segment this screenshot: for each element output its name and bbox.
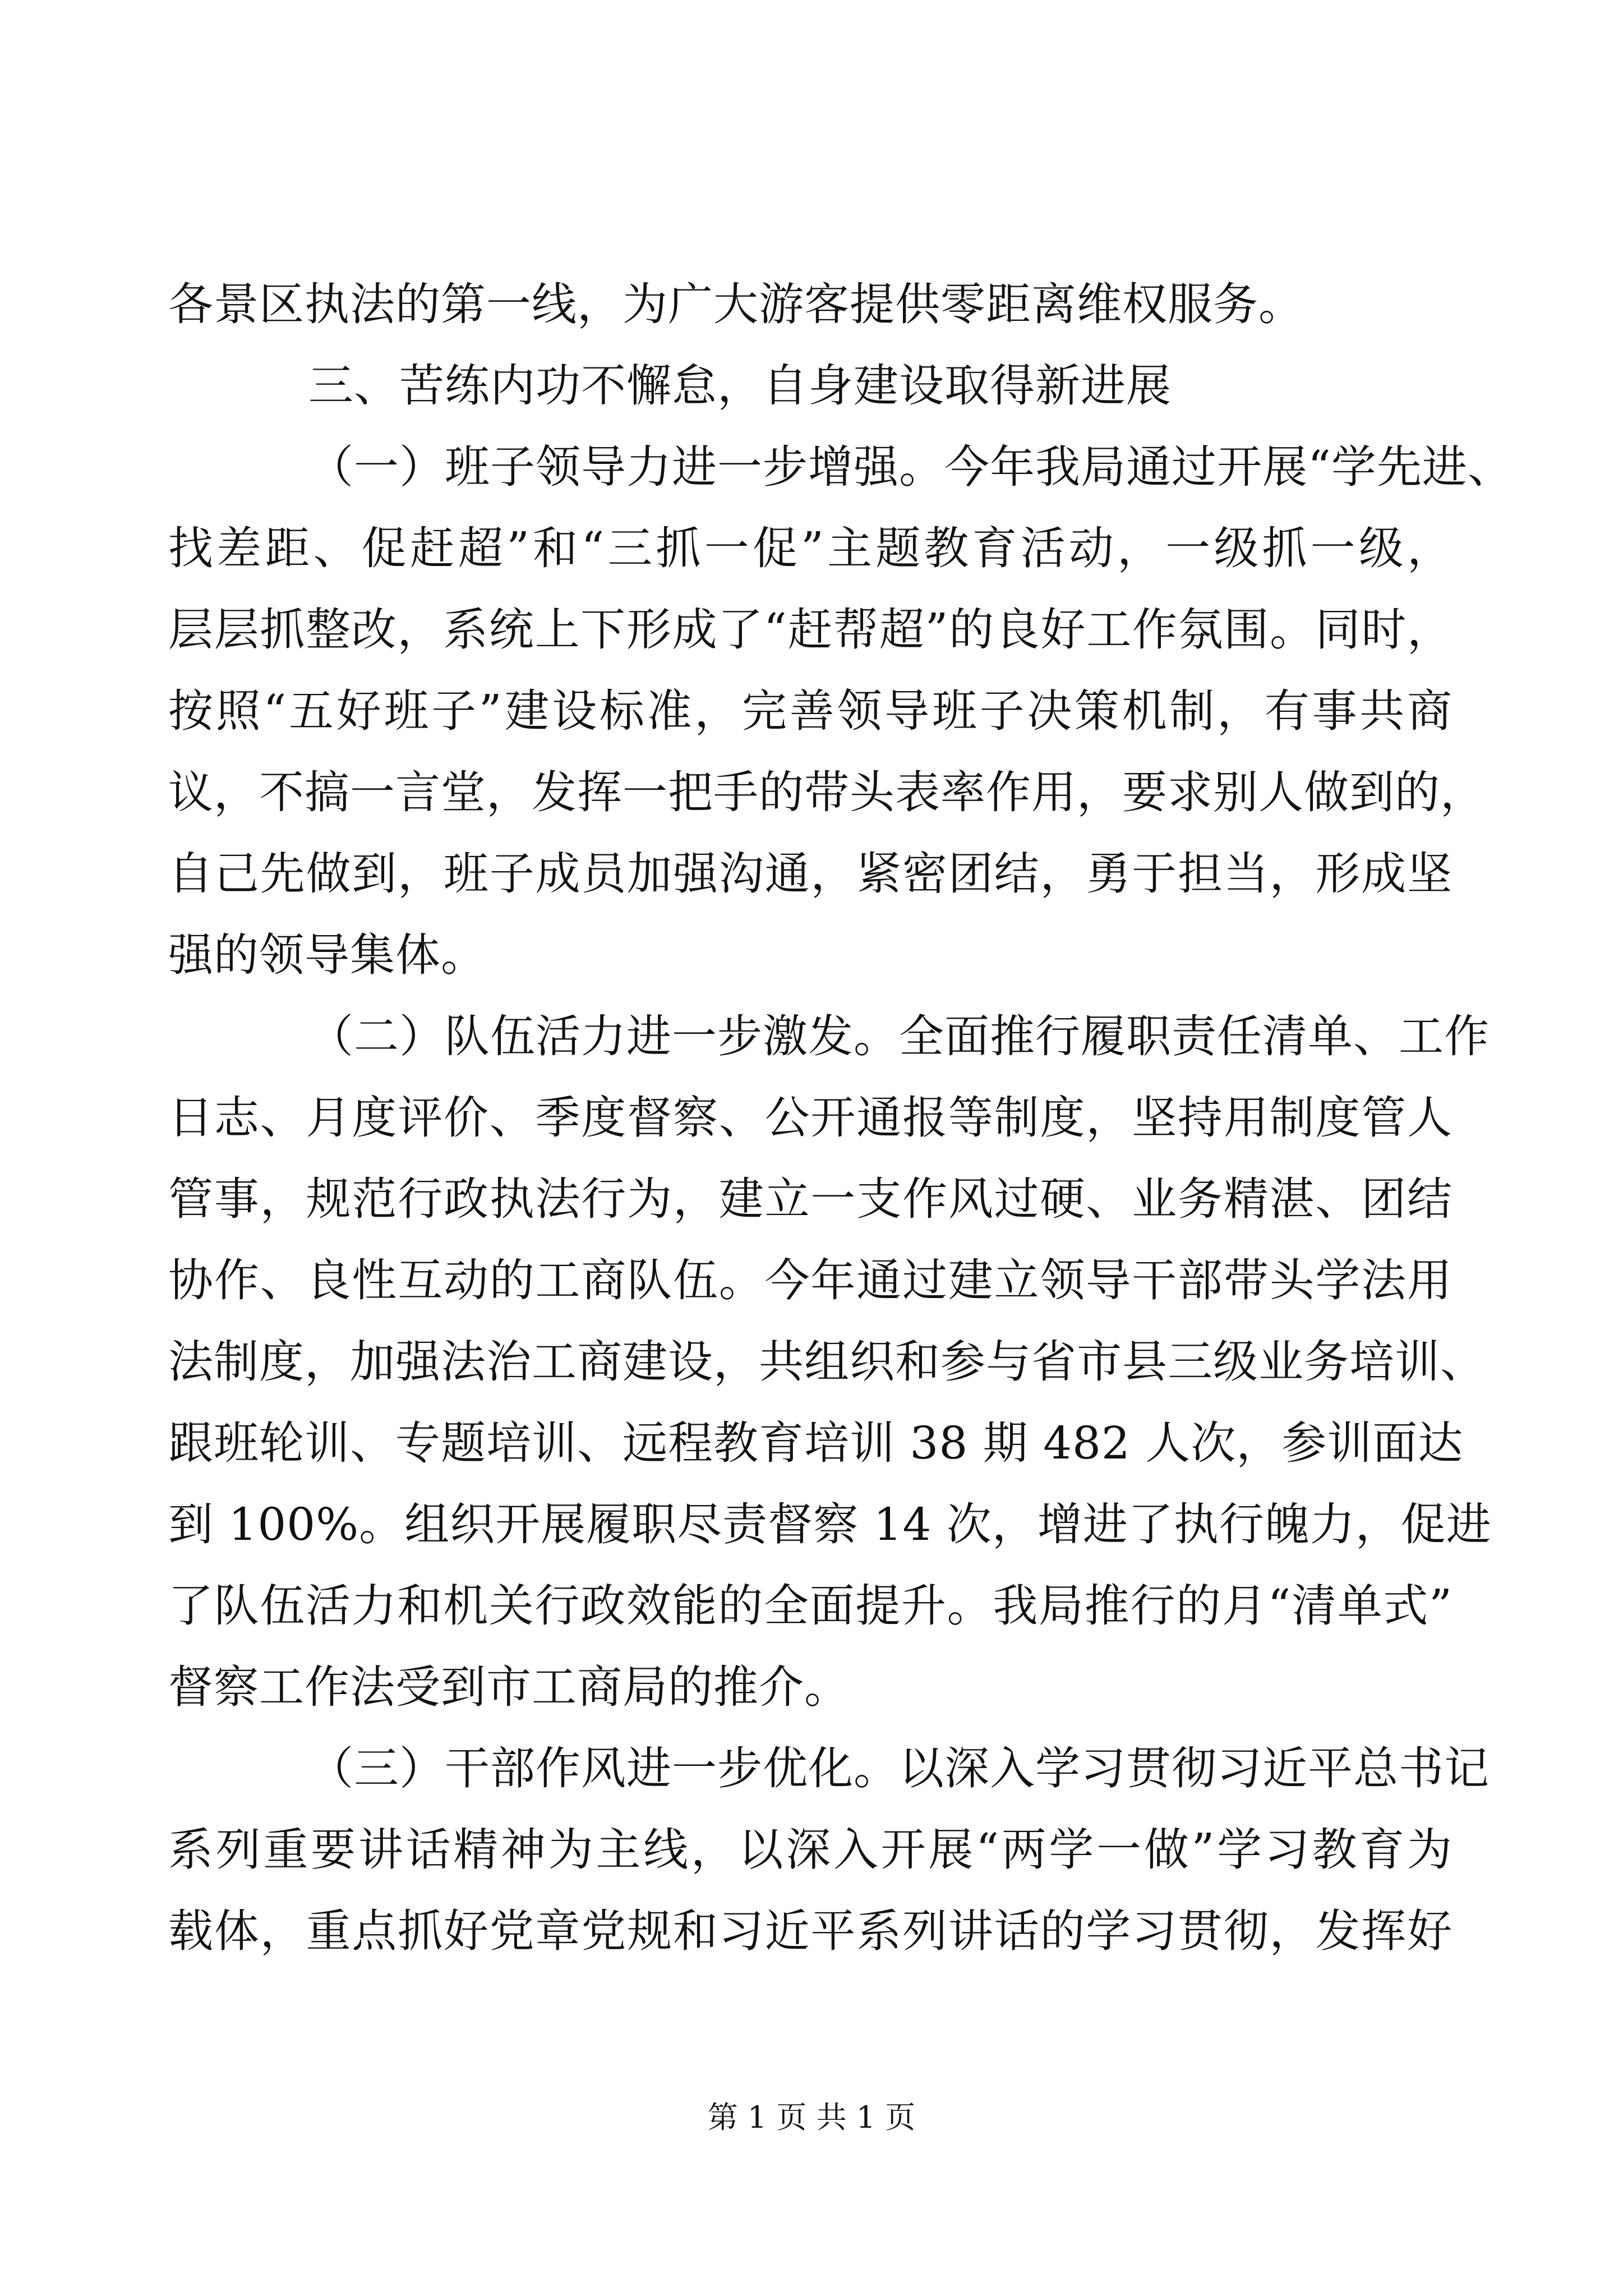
page-number-footer: 第 1 页 共 1 页	[707, 2100, 916, 2135]
section-heading: 三、苦练内功不懈怠，自身建设取得新进展	[308, 360, 1172, 412]
body-text-line: 管事，规范行政执法行为，建立一支作风过硬、业务精湛、团结	[168, 1173, 1453, 1225]
body-text-line: 法制度，加强法治工商建设，共组织和参与省市县三级业务培训、	[168, 1336, 1486, 1388]
body-text-line: 到 100%。组织开展履职尽责督察 14 次，增进了执行魄力，促进	[168, 1498, 1492, 1550]
body-text-line: 找差距、促赶超”和“三抓一促”主题教育活动，一级抓一级，	[168, 522, 1453, 574]
body-text-line: 跟班轮训、专题培训、远程教育培训 38 期 482 人次，参训面达	[168, 1417, 1464, 1469]
body-text-line: 各景区执法的第一线，为广大游客提供零距离维权服务。	[168, 278, 1304, 330]
body-text-line: 自己先做到，班子成员加强沟通，紧密团结，勇于担当，形成坚	[168, 848, 1453, 900]
paragraph-first-line: （一）班子领导力进一步增强。今年我局通过开展“学先进、	[308, 441, 1513, 493]
body-text-line: 协作、良性互动的工商队伍。今年通过建立领导干部带头学法用	[168, 1254, 1453, 1306]
body-text-line: 议，不搞一言堂，发挥一把手的带头表率作用，要求别人做到的，	[168, 766, 1486, 818]
document-body	[168, 264, 1513, 1972]
body-text-line: 按照“五好班子”建设标准，完善领导班子决策机制，有事共商	[168, 685, 1453, 737]
paragraph-first-line: （二）队伍活力进一步激发。全面推行履职责任清单、工作	[308, 1010, 1490, 1062]
body-text-line: 了队伍活力和机关行政效能的全面提升。我局推行的月“清单式”	[168, 1580, 1453, 1632]
paragraph-first-line: （三）干部作风进一步优化。以深入学习贯彻习近平总书记	[308, 1742, 1490, 1795]
paragraph-last-line: 强的领导集体。	[168, 929, 486, 981]
body-text-line: 日志、月度评价、季度督察、公开通报等制度，坚持用制度管人	[168, 1092, 1453, 1144]
paragraph-last-line: 督察工作法受到市工商局的推介。	[168, 1661, 850, 1713]
body-text-line: 载体，重点抓好党章党规和习近平系列讲话的学习贯彻，发挥好	[168, 1905, 1453, 1957]
body-text-line: 系列重要讲话精神为主线，以深入开展“两学一做”学习教育为	[168, 1824, 1453, 1876]
body-text-line: 层层抓整改，系统上下形成了“赶帮超”的良好工作氛围。同时，	[168, 604, 1453, 656]
